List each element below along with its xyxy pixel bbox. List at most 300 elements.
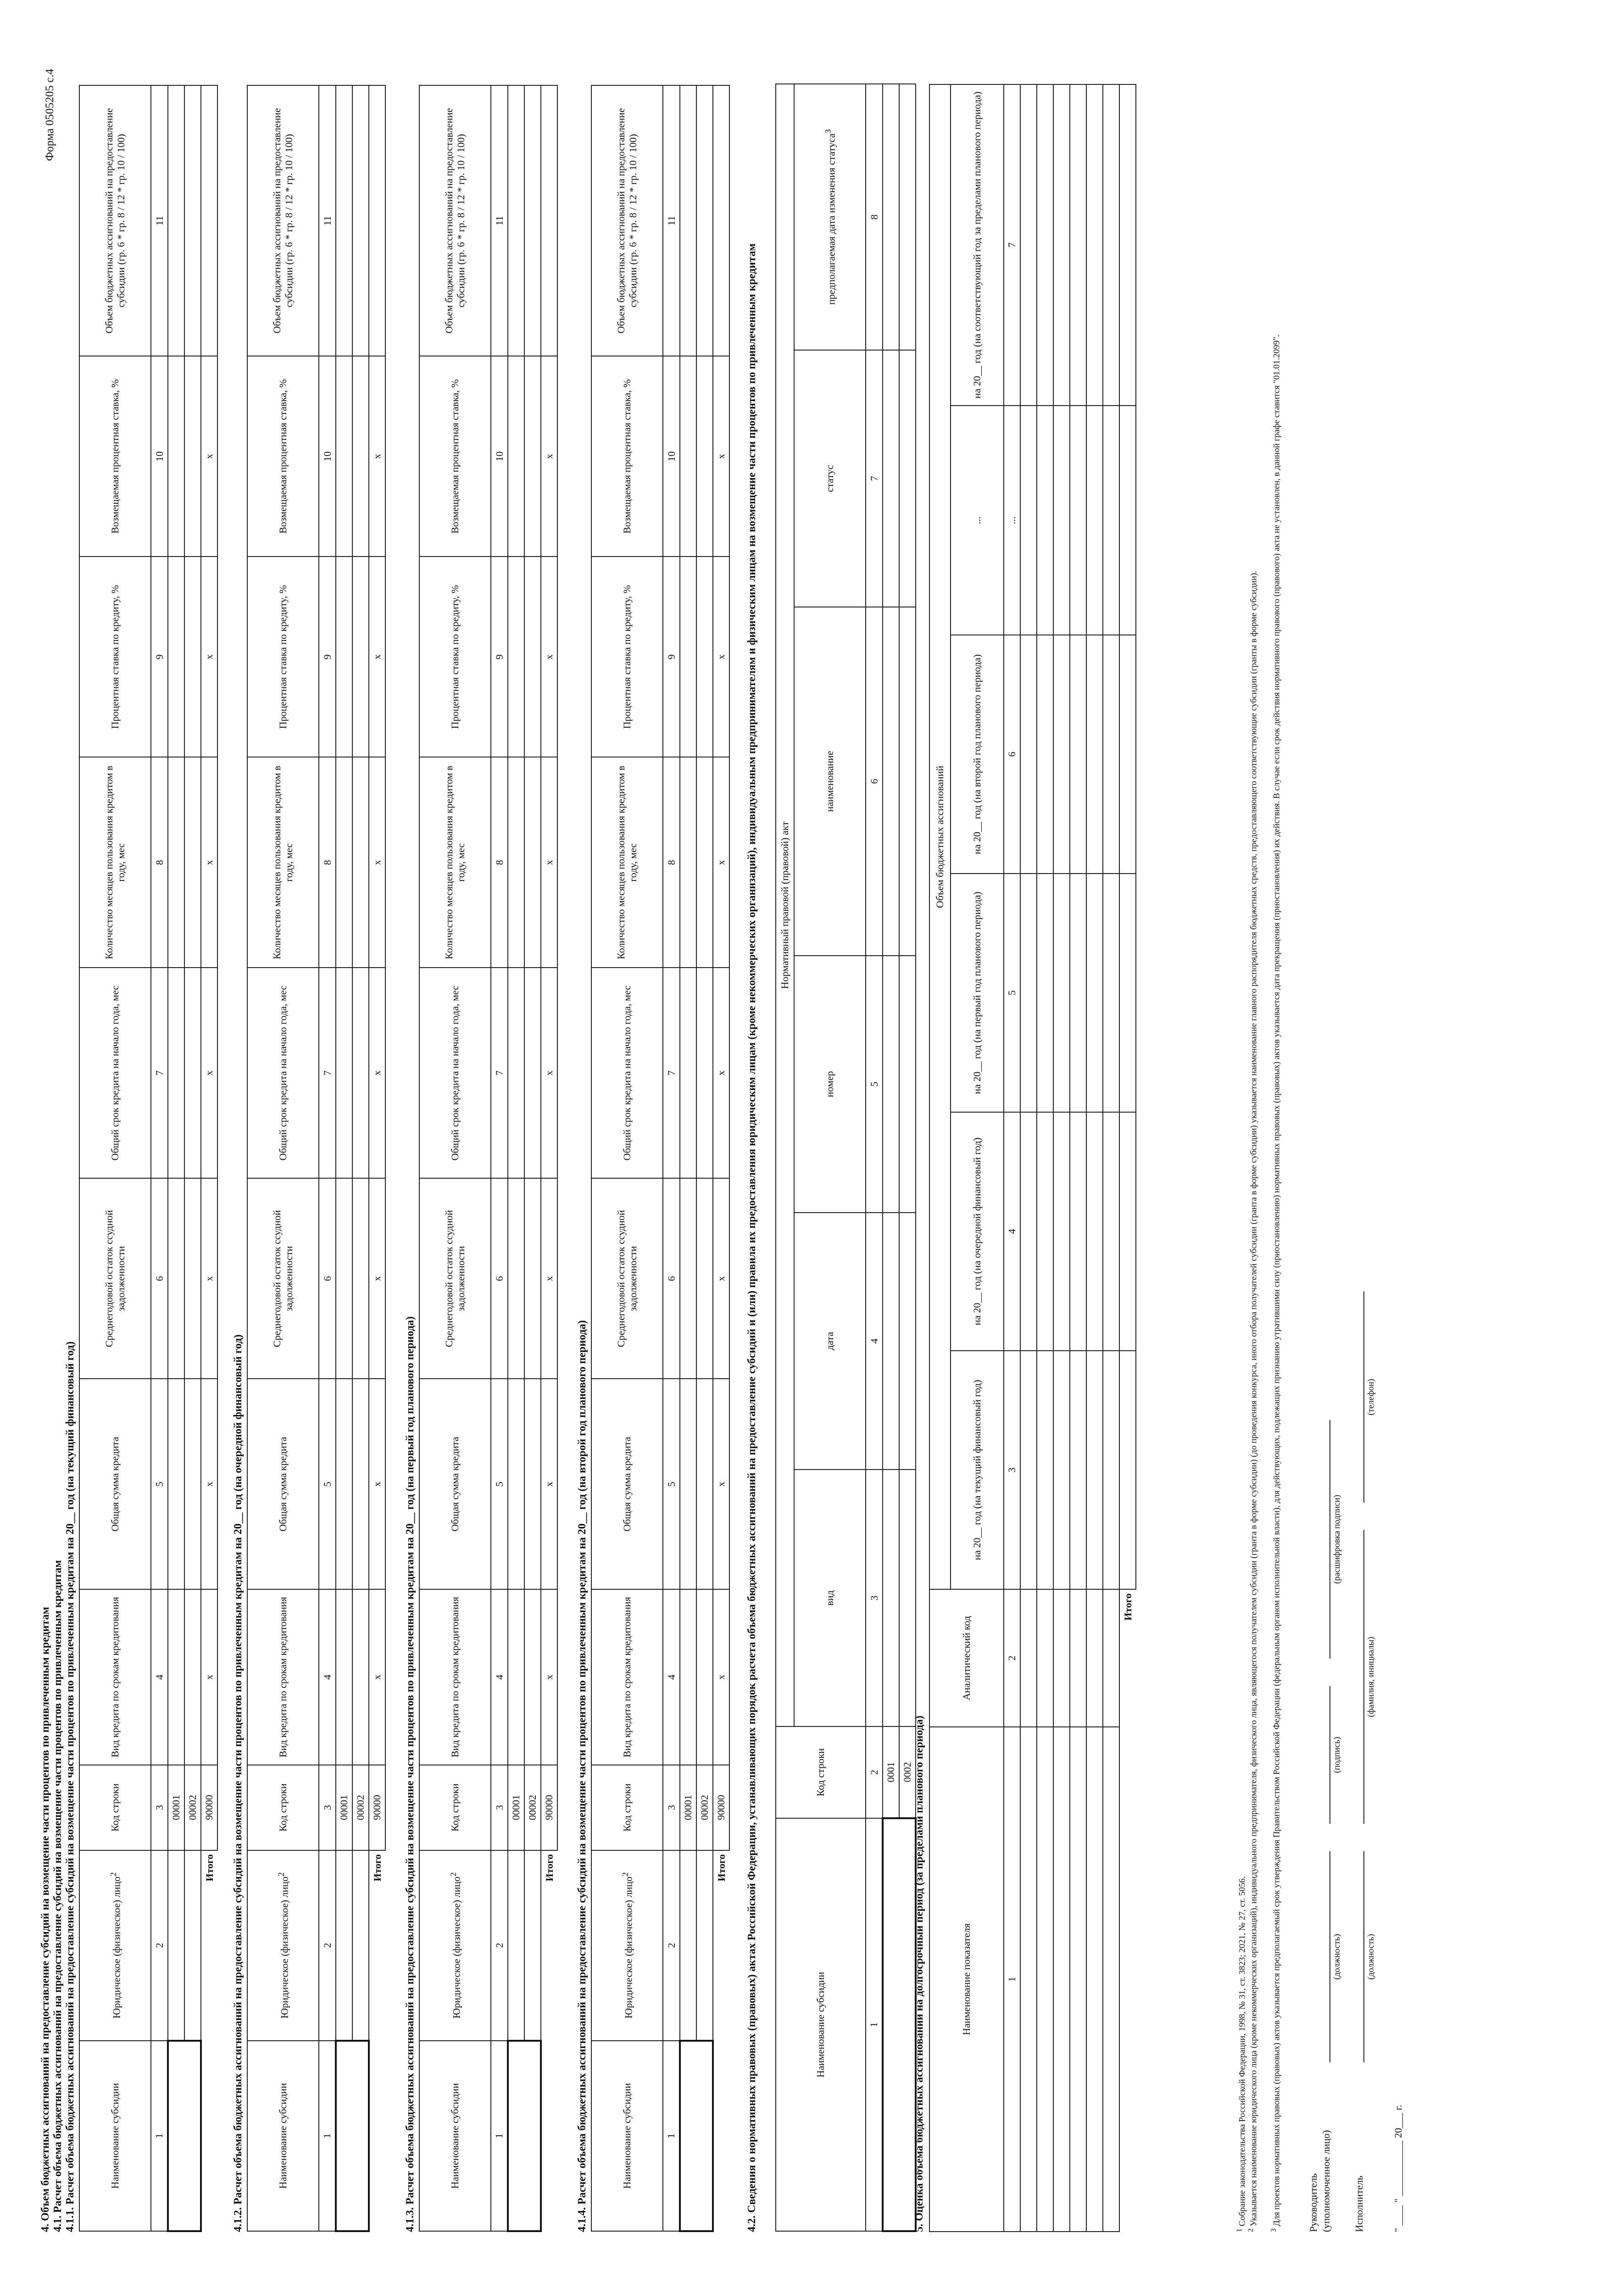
input-cell[interactable] [184,85,201,356]
col-credit-term: Общий срок кредита на начало года, мес [79,968,151,1178]
input-cell[interactable] [352,1589,369,1765]
col-number: 5 [151,1379,168,1589]
input-cell[interactable] [1070,406,1086,635]
x-cell: x [541,356,557,557]
col-credit-type: Вид кредита по срокам кредитования [591,1589,663,1765]
col-year-dots: ... [951,406,1004,635]
x-cell: x [201,356,217,557]
input-cell[interactable] [1053,635,1070,874]
input-cell[interactable] [680,2041,713,2231]
input-cell[interactable] [336,1589,352,1765]
input-cell[interactable] [352,1178,369,1379]
executor-label: Исполнитель [1353,2175,1365,2232]
input-cell[interactable] [508,557,524,757]
col-number: 1 [319,2041,336,2231]
input-cell[interactable] [508,2041,541,2231]
total-value[interactable] [369,85,385,356]
input-cell[interactable] [1020,635,1037,874]
total-code: 90000 [541,1765,557,1850]
caption-position: (должность) [1332,1934,1342,1980]
col-number: 1 [663,2041,680,2231]
input-cell[interactable] [696,757,713,968]
input-cell[interactable] [508,85,524,356]
col-number: 10 [319,356,336,557]
x-cell: x [369,1178,385,1379]
input-cell[interactable] [184,1850,201,2041]
input-cell[interactable] [899,956,916,1213]
col-interest-rate: Процентная ставка по кредиту, % [247,557,319,757]
head-decoding-line[interactable] [1329,1420,1330,1659]
input-cell[interactable] [1103,1351,1119,1589]
input-cell[interactable] [1037,1112,1053,1351]
input-cell[interactable] [336,557,352,757]
col-number: 7 [866,350,883,607]
col-budget-volume: Объем бюджетных ассигнований на предоставление субсидии (гр. 6 * гр. 8 / 12 * гр. 10 / 100) [247,85,319,356]
col-number: 4 [491,1589,508,1765]
col-number: 6 [151,1178,168,1379]
input-cell[interactable] [1037,1727,1053,2232]
x-cell: x [541,968,557,1178]
col-number: 4 [866,1213,883,1470]
table-5 [929,84,1136,2232]
input-cell[interactable] [1086,874,1103,1112]
col-credit-type: Вид кредита по срокам кредитования [419,1589,491,1765]
col-budget-volume: Объем бюджетных ассигнований на предоставление субсидии (гр. 6 * гр. 8 / 12 * гр. 10 / 100) [591,85,663,356]
total-label: Итого [1122,1593,1134,1621]
input-cell[interactable] [899,350,916,607]
exec-phone-line[interactable] [1363,1292,1364,1503]
col-number: 2 [491,1850,508,2041]
input-cell[interactable] [899,84,916,350]
input-cell[interactable] [1037,406,1053,635]
col-number: 3 [491,1765,508,1850]
col-reimbursed-rate: Возмещаемая процентная ставка, % [247,356,319,557]
input-cell[interactable] [680,1589,696,1765]
input-cell[interactable] [1086,406,1103,635]
input-cell[interactable] [508,1850,524,2041]
col-number: 2 [663,1850,680,2041]
x-cell: x [713,757,729,968]
exec-fio-line[interactable] [1363,1530,1364,1824]
input-cell[interactable] [696,557,713,757]
col-number: 8 [663,757,680,968]
col-number: 10 [663,356,680,557]
input-cell[interactable] [168,1178,184,1379]
input-cell[interactable] [336,85,352,356]
x-cell: x [713,1379,729,1589]
input-cell[interactable] [336,2041,369,2231]
exec-position-line[interactable] [1363,1851,1364,2062]
input-cell[interactable] [1119,1351,1136,1589]
total-code: 90000 [713,1765,729,1850]
x-cell: x [713,557,729,757]
input-cell[interactable] [168,757,184,968]
input-cell[interactable] [1070,635,1086,874]
input-cell[interactable] [680,1850,696,2041]
input-cell[interactable] [1053,1727,1070,2232]
input-cell[interactable] [1119,635,1136,874]
input-cell[interactable] [524,757,541,968]
input-cell[interactable] [1053,84,1070,406]
input-cell[interactable] [508,968,524,1178]
input-cell[interactable] [524,1589,541,1765]
col-year-plan-2: на 20__ год (на второй год планового периода) [951,635,1004,874]
col-credit-type: Вид кредита по срокам кредитования [79,1589,151,1765]
input-cell[interactable] [1070,874,1086,1112]
input-cell[interactable] [1086,1589,1103,1727]
col-number: 5 [319,1379,336,1589]
col-legal-person: Юридическое (физическое) лицо$^2$ [79,1850,151,2041]
input-cell[interactable] [1037,1589,1053,1727]
row-code: 0001 [883,1726,899,1818]
col-year-current: на 20__ год (на текущий финансовый год) [951,1351,1004,1589]
input-cell[interactable] [696,1850,713,2041]
col-npa-change-date: предполагаемая дата изменения статуса$^3$ [794,84,866,350]
col-months-use: Количество месяцев пользования кредитом в году, мес [419,757,491,968]
input-cell[interactable] [883,1213,899,1470]
col-interest-rate: Процентная ставка по кредиту, % [79,557,151,757]
input-cell[interactable] [524,1850,541,2041]
input-cell[interactable] [1086,1351,1103,1589]
input-cell[interactable] [352,968,369,1178]
input-cell[interactable] [696,1589,713,1765]
col-group-npa: Нормативный правовой (правовой) акт [776,84,794,1726]
input-cell[interactable] [680,1178,696,1379]
input-cell[interactable] [1053,1589,1070,1727]
caption-signature: (подпись) [1332,1737,1342,1773]
col-credit-type: Вид кредита по срокам кредитования [247,1589,319,1765]
col-budget-volume: Объем бюджетных ассигнований на предоставление субсидии (гр. 6 * гр. 8 / 12 * гр. 10 / 100) [79,85,151,356]
input-cell[interactable] [1103,406,1119,635]
col-group-budget: Объем бюджетных ассигнований [929,84,951,1589]
col-number: ... [1004,406,1020,635]
row-code: 00002 [696,1765,713,1850]
col-npa-title: наименование [794,607,866,956]
col-number: 6 [319,1178,336,1379]
col-number: 7 [151,968,168,1178]
input-cell[interactable] [1103,1112,1119,1351]
input-cell[interactable] [524,356,541,557]
input-cell[interactable] [1070,1589,1086,1727]
input-cell[interactable] [168,85,184,356]
input-cell[interactable] [336,1178,352,1379]
col-number: 8 [491,757,508,968]
input-cell[interactable] [696,968,713,1178]
row-code: 00002 [184,1765,201,1850]
input-cell[interactable] [184,1178,201,1379]
input-cell[interactable] [680,1379,696,1589]
input-cell[interactable] [883,956,899,1213]
heading-4: 4. Объем бюджетных ассигнований на предоставление субсидий на возмещение части процентов по привлеченным кредитам [39,1607,51,2232]
col-number: 6 [1004,635,1020,874]
input-cell[interactable] [1119,874,1136,1112]
x-cell: x [369,1379,385,1589]
footnote-2: $^2$ Указывается наименование юридического лица (кроме некоммерческих организаций), индивидуального предпринимателя, физического лица, являющегося получателем субсидии (гранта в форме субсидии) (до проведения конкурса, иного отбора получателей субсидии (гранта в форме субсидии) указывается наименование главного распорядителя бюджетных средств, предоставляющего соответствующие субсидии (гранты в форме субсидии). [1247,571,1259,2232]
input-cell[interactable] [184,968,201,1178]
input-cell[interactable] [336,757,352,968]
col-number: 4 [1004,1112,1020,1351]
col-number: 11 [319,85,336,356]
heading-4-1-2: 4.1.2. Расчет объема бюджетных ассигнований на предоставление субсидий на возмещение части процентов по привлеченным кредитам на 20__ год (на очередной финансовый год) [232,1334,244,2232]
col-number: 9 [491,557,508,757]
col-number: 6 [663,1178,680,1379]
input-cell[interactable] [899,1213,916,1470]
col-credit-sum: Общая сумма кредита [247,1379,319,1589]
col-months-use: Количество месяцев пользования кредитом в году, мес [591,757,663,968]
col-credit-term: Общий срок кредита на начало года, мес [419,968,491,1178]
row-code: 00002 [352,1765,369,1850]
input-cell[interactable] [1086,84,1103,406]
col-subsidy-name: Наименование субсидии [419,2041,491,2231]
total-code: 90000 [201,1765,217,1850]
col-legal-person: Юридическое (физическое) лицо$^2$ [247,1850,319,2041]
input-cell[interactable] [883,1470,899,1726]
col-budget-volume: Объем бюджетных ассигнований на предоставление субсидии (гр. 6 * гр. 8 / 12 * гр. 10 / 100) [419,85,491,356]
row-code: 0002 [899,1726,916,1818]
input-cell[interactable] [1037,84,1053,406]
input-cell[interactable] [1037,874,1053,1112]
col-number: 6 [866,607,883,956]
input-cell[interactable] [352,757,369,968]
heading-4-1: 4.1. Расчет объема бюджетных ассигнований на предоставление субсидий на возмещение части процентов по привлеченным кредитам [52,1560,64,2232]
input-cell[interactable] [1037,635,1053,874]
total-code: 90000 [369,1765,385,1850]
input-cell[interactable] [524,1178,541,1379]
input-cell[interactable] [184,1379,201,1589]
x-cell: x [201,968,217,1178]
col-number: 9 [319,557,336,757]
col-year-next: на 20__ год (на очередной финансовый год) [951,1112,1004,1351]
col-line-code: Код строки [419,1765,491,1850]
x-cell: x [713,356,729,557]
input-cell[interactable] [508,356,524,557]
col-number: 11 [491,85,508,356]
caption-phone: (телефон) [1366,1379,1376,1415]
input-cell[interactable] [1070,84,1086,406]
input-cell[interactable] [508,1178,524,1379]
input-cell[interactable] [1070,1727,1086,2232]
input-cell[interactable] [883,607,899,956]
empty-cell [201,2041,217,2231]
table-4-1-2 [247,85,386,2232]
input-cell[interactable] [1053,874,1070,1112]
input-cell[interactable] [696,85,713,356]
input-cell[interactable] [352,85,369,356]
col-number: 8 [866,84,883,350]
input-cell[interactable] [1103,1727,1119,2232]
input-cell[interactable] [524,85,541,356]
caption-decoding: (расшифровка подписи) [1332,1495,1342,1584]
input-cell[interactable] [336,1379,352,1589]
input-cell[interactable] [184,1589,201,1765]
total-label: Итого [715,1854,727,1882]
col-number: 4 [663,1589,680,1765]
col-number: 7 [1004,84,1020,406]
total-value[interactable] [541,85,557,356]
total-value[interactable] [713,85,729,356]
input-cell[interactable] [508,1379,524,1589]
total-label: Итого [543,1854,555,1882]
input-cell[interactable] [1103,84,1119,406]
x-cell: x [369,1589,385,1765]
input-cell[interactable] [680,85,696,356]
heading-4-1-4: 4.1.4. Расчет объема бюджетных ассигнований на предоставление субсидий на возмещение части процентов по привлеченным кредитам на 20__ год (на второй год планового периода) [576,1320,588,2232]
col-months-use: Количество месяцев пользования кредитом в году, мес [247,757,319,968]
input-cell[interactable] [1070,1351,1086,1589]
input-cell[interactable] [336,1850,352,2041]
x-cell: x [201,1178,217,1379]
input-cell[interactable] [1053,1351,1070,1589]
x-cell: x [541,1589,557,1765]
input-cell[interactable] [168,1850,184,2041]
input-cell[interactable] [1053,1112,1070,1351]
input-cell[interactable] [1086,635,1103,874]
input-cell[interactable] [1086,1727,1103,2232]
footnote-3: $^3$ Для проектов нормативных правовых (правовых) актов указывается предполагаемый срок утверждения Правительством Российской Федерации (федеральным органом исполнительной власти), для действующих, подлежащих признанию утратившими силу (приостановлению) нормативных правовых (правовых) актов указывается дата прекращения (приостановления) их действия. В случае если срок действия нормативного правового (правового) акта не установлен, в данной графе ставится "01.01.2099". [1270,334,1282,2232]
input-cell[interactable] [336,968,352,1178]
input-cell[interactable] [1103,1589,1119,1727]
col-year-beyond: на 20__ год (на соответствующий год за пределами планового периода) [951,84,1004,406]
input-cell[interactable] [1020,1351,1037,1589]
input-cell[interactable] [680,968,696,1178]
head-position-line[interactable] [1329,1851,1330,2062]
input-cell[interactable] [168,1589,184,1765]
x-cell: x [541,557,557,757]
total-value[interactable] [201,85,217,356]
input-cell[interactable] [508,757,524,968]
input-cell[interactable] [696,1379,713,1589]
x-cell: x [201,757,217,968]
input-cell[interactable] [1053,406,1070,635]
col-number: 8 [319,757,336,968]
input-cell[interactable] [1020,1589,1037,1727]
col-number: 9 [663,557,680,757]
form-code: Форма 0505205 с.4 [44,69,56,161]
input-cell[interactable] [680,557,696,757]
input-cell[interactable] [352,557,369,757]
input-cell[interactable] [899,607,916,956]
col-credit-sum: Общая сумма кредита [79,1379,151,1589]
total-label: Итого [203,1854,215,1882]
input-cell[interactable] [1020,1727,1037,2232]
col-line-code: Код строки [776,1726,866,1818]
input-cell[interactable] [184,356,201,557]
col-credit-term: Общий срок кредита на начало года, мес [591,968,663,1178]
col-legal-person: Юридическое (физическое) лицо$^2$ [419,1850,491,2041]
x-cell: x [369,356,385,557]
input-cell[interactable] [336,356,352,557]
x-cell: x [541,757,557,968]
col-number: 4 [151,1589,168,1765]
caption-exec-position: (должность) [1366,1934,1376,1980]
col-number: 10 [151,356,168,557]
col-number: 2 [151,1850,168,2041]
input-cell[interactable] [524,557,541,757]
table-4-1-4 [591,85,730,2232]
col-number: 5 [491,1379,508,1589]
col-interest-rate: Процентная ставка по кредиту, % [591,557,663,757]
input-cell[interactable] [1020,1112,1037,1351]
col-reimbursed-rate: Возмещаемая процентная ставка, % [419,356,491,557]
input-cell[interactable] [352,1850,369,2041]
input-cell[interactable] [1119,406,1136,635]
input-cell[interactable] [1103,635,1119,874]
col-number: 5 [1004,874,1020,1112]
col-line-code: Код строки [591,1765,663,1850]
input-cell[interactable] [352,356,369,557]
input-cell[interactable] [1086,1112,1103,1351]
table-4-1-1 [79,85,218,2232]
col-legal-person: Юридическое (физическое) лицо$^2$ [591,1850,663,2041]
footnote-1: $^1$ Собрание законодательства Российской Федерации, 1998, № 31, ст. 3823; 2021, № 27, ст. 5056. [1235,1876,1247,2232]
input-cell[interactable] [508,1589,524,1765]
total-label: Итого [371,1854,383,1882]
input-cell[interactable] [1119,84,1136,406]
col-credit-sum: Общая сумма кредита [591,1379,663,1589]
input-cell[interactable] [184,757,201,968]
input-cell[interactable] [680,757,696,968]
input-cell[interactable] [524,968,541,1178]
x-cell: x [201,557,217,757]
col-npa-type: вид [794,1470,866,1726]
row-code: 00001 [336,1765,352,1850]
input-cell[interactable] [1020,874,1037,1112]
input-cell[interactable] [184,557,201,757]
input-cell[interactable] [168,968,184,1178]
col-avg-balance: Среднегодовой остаток ссудной задолженности [591,1178,663,1379]
input-cell[interactable] [168,2041,201,2231]
input-cell[interactable] [1103,874,1119,1112]
input-cell[interactable] [524,1379,541,1589]
x-cell: x [369,968,385,1178]
col-credit-sum: Общая сумма кредита [419,1379,491,1589]
input-cell[interactable] [883,1818,916,2231]
input-cell[interactable] [680,356,696,557]
col-number: 1 [1004,1727,1020,2232]
input-cell[interactable] [696,356,713,557]
col-number: 3 [1004,1351,1020,1589]
input-cell[interactable] [168,1379,184,1589]
input-cell[interactable] [696,1178,713,1379]
col-number: 2 [319,1850,336,2041]
input-cell[interactable] [899,1470,916,1726]
input-cell[interactable] [883,84,899,350]
col-number: 7 [491,968,508,1178]
input-cell[interactable] [1020,406,1037,635]
col-avg-balance: Среднегодовой остаток ссудной задолженности [419,1178,491,1379]
col-number: 3 [663,1765,680,1850]
col-number: 11 [151,85,168,356]
x-cell: x [201,1589,217,1765]
input-cell[interactable] [168,557,184,757]
input-cell[interactable] [1020,84,1037,406]
input-cell[interactable] [352,1379,369,1589]
col-analytic-code: Аналитический код [929,1589,1004,1727]
head-signature-line[interactable] [1329,1686,1330,1824]
col-indicator-name: Наименование показателя [929,1727,1004,2232]
head-label-1: Руководитель [1307,2173,1319,2232]
date-line[interactable]: " ____ " ___________ 20___ г. [1392,2105,1404,2232]
col-number: 7 [663,968,680,1178]
heading-5: 5. Оценка объема бюджетных ассигнований на долгосрочный период (за пределами планового периода) [913,1715,925,2232]
input-cell[interactable] [1070,1112,1086,1351]
input-cell[interactable] [1037,1351,1053,1589]
input-cell[interactable] [1119,1112,1136,1351]
x-cell: x [369,557,385,757]
input-cell[interactable] [168,356,184,557]
input-cell[interactable] [883,350,899,607]
col-number: 2 [1004,1589,1020,1727]
